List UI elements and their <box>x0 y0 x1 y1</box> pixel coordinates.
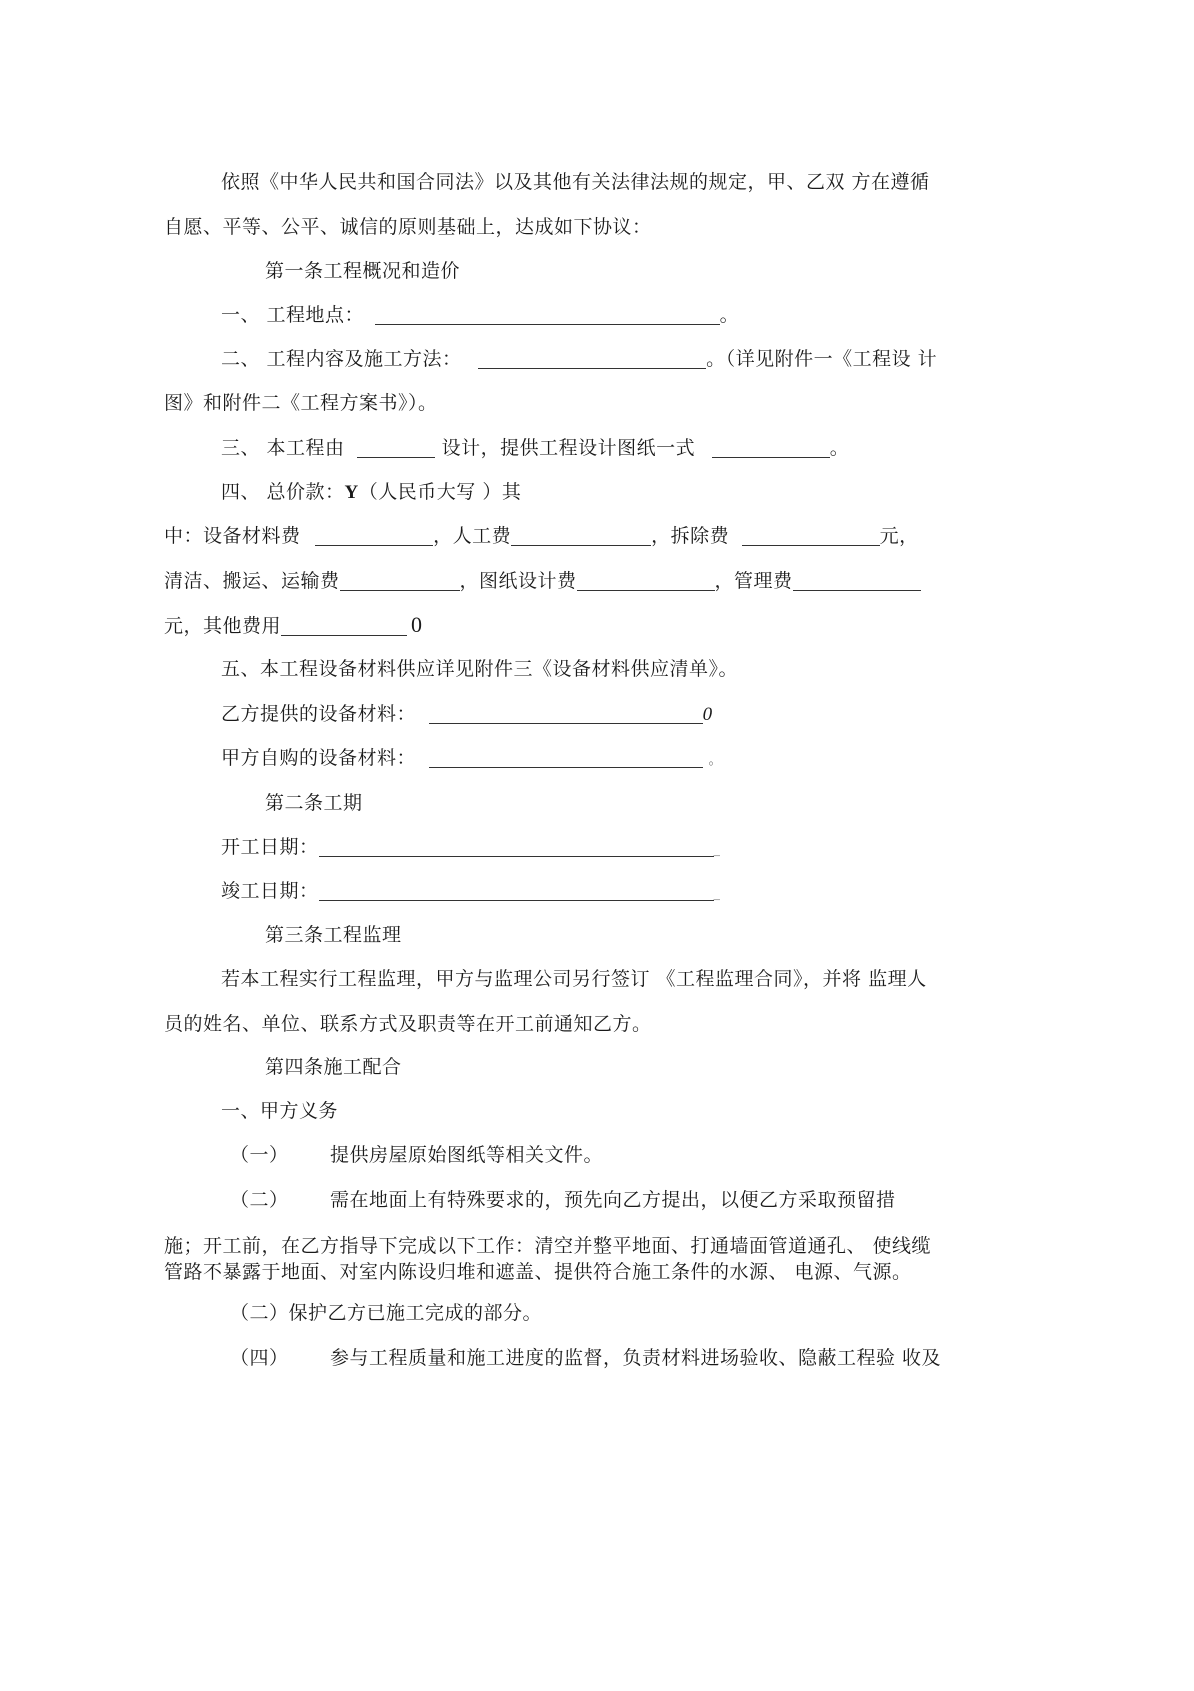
copies-field[interactable] <box>712 439 830 458</box>
article-3-heading: 第三条工程监理 <box>265 924 402 946</box>
party-a-obligations-heading: 一、甲方义务 <box>221 1100 339 1122</box>
drawing-label: ，图纸设计费 <box>459 570 577 592</box>
content-field[interactable] <box>478 350 706 369</box>
content-continuation: 图》和附件二《工程方案书》）。 <box>164 392 438 414</box>
demolition-label: ，拆除费 <box>651 525 730 547</box>
item-total-price <box>221 480 521 505</box>
yuan-label: 元， <box>879 525 919 547</box>
party-a-materials-field[interactable] <box>429 749 703 768</box>
intro-line-1: 依照《中华人民共和国合同法》以及其他有关法律法规的规定，甲、乙双 方在遵循 <box>221 171 930 193</box>
labor-fee-field[interactable] <box>511 527 651 546</box>
item-project-content <box>221 347 937 371</box>
currency-symbol: Y <box>344 482 359 503</box>
cost-breakdown-line-3 <box>164 613 423 638</box>
party-a-materials <box>221 746 722 773</box>
intro-line-2: 自愿、平等、公平、诚信的原则基础上，达成如下协议： <box>164 216 652 238</box>
location-field[interactable] <box>375 306 720 325</box>
obligation-2-continuation-2: 管路不暴露于地面、对室内陈设归堆和遮盖、提供符合施工条件的水源、 电源、气源。 <box>164 1261 912 1283</box>
obligation-2-text: 需在地面上有特殊要求的，预先向乙方提出，以便乙方采取预留措 <box>330 1189 896 1211</box>
completion-date-field[interactable] <box>319 882 714 901</box>
obligation-4-text: 参与工程质量和施工进度的监督，负责材料进场验收、隐蔽工程验 收及 <box>330 1347 942 1369</box>
content-label: 二、 工程内容及施工方法： <box>221 348 462 370</box>
cleaning-label: 清洁、搬运、运输费 <box>164 570 340 592</box>
item-design <box>221 436 849 460</box>
obligation-1-text: 提供房屋原始图纸等相关文件。 <box>330 1144 604 1166</box>
start-date-field[interactable] <box>319 838 714 857</box>
obligation-4-number: （四） <box>230 1347 289 1369</box>
item-project-location <box>221 303 739 327</box>
total-paren: （人民币大写 ）其 <box>358 481 522 503</box>
total-label: 四、 总价款： <box>221 481 345 503</box>
start-date-trail: _ <box>713 842 721 857</box>
drawing-fee-field[interactable] <box>577 572 715 591</box>
party-b-value: 0 <box>702 704 713 725</box>
design-end: 。 <box>829 437 850 459</box>
obligation-1-number: （一） <box>230 1144 289 1166</box>
management-fee-field[interactable] <box>793 572 921 591</box>
supervision-line-2: 员的姓名、单位、联系方式及职责等在开工前通知乙方。 <box>164 1013 652 1035</box>
cost-breakdown-line-1 <box>164 524 919 548</box>
location-end: 。 <box>719 304 740 326</box>
materials-fee-field[interactable] <box>315 527 433 546</box>
obligation-item-4 <box>230 1346 941 1370</box>
obligation-item-2 <box>230 1188 896 1212</box>
management-label: ，管理费 <box>714 570 793 592</box>
obligation-2-continuation-1: 施；开工前，在乙方指导下完成以下工作：清空并整平地面、打通墙面管道通孔、 使线缆 <box>164 1235 932 1257</box>
designer-field[interactable] <box>357 439 435 458</box>
obligation-2-number: （二） <box>230 1189 289 1211</box>
design-label: 三、 本工程由 <box>221 437 345 459</box>
party-a-end: 。 <box>708 753 723 768</box>
other-fee-label: 元，其他费用 <box>164 615 282 637</box>
obligation-item-3: （二）保护乙方已施工完成的部分。 <box>230 1302 543 1324</box>
item-materials-supply: 五、本工程设备材料供应详见附件三《设备材料供应清单》。 <box>221 658 739 680</box>
article-2-heading: 第二条工期 <box>265 792 363 814</box>
cost-breakdown-line-2 <box>164 569 921 593</box>
article-1-heading: 第一条工程概况和造价 <box>265 260 461 282</box>
obligation-item-1 <box>230 1143 603 1167</box>
party-b-label: 乙方提供的设备材料： <box>221 703 417 725</box>
completion-date-trail: _ <box>713 886 721 901</box>
labor-label: ，人工费 <box>433 525 512 547</box>
design-mid: 设计，提供工程设计图纸一式 <box>441 437 696 459</box>
party-a-label: 甲方自购的设备材料： <box>221 747 417 769</box>
content-end: 。（详见附件一《工程设 计 <box>706 348 938 370</box>
location-label: 一、 工程地点： <box>221 304 365 326</box>
supervision-line-1: 若本工程实行工程监理，甲方与监理公司另行签订 《工程监理合同》，并将 监理人 <box>221 968 927 990</box>
other-fee-value: 0 <box>411 612 423 637</box>
start-date-row <box>221 835 721 862</box>
article-4-heading: 第四条施工配合 <box>265 1056 402 1078</box>
completion-date-label: 竣工日期： <box>221 880 319 902</box>
completion-date-row <box>221 879 721 906</box>
start-date-label: 开工日期： <box>221 836 319 858</box>
materials-label: 中：设备材料费 <box>164 525 301 547</box>
cleaning-fee-field[interactable] <box>340 572 460 591</box>
demolition-fee-field[interactable] <box>742 527 880 546</box>
party-b-materials <box>221 702 713 727</box>
other-fee-field[interactable] <box>281 617 407 636</box>
party-b-materials-field[interactable] <box>429 705 703 724</box>
